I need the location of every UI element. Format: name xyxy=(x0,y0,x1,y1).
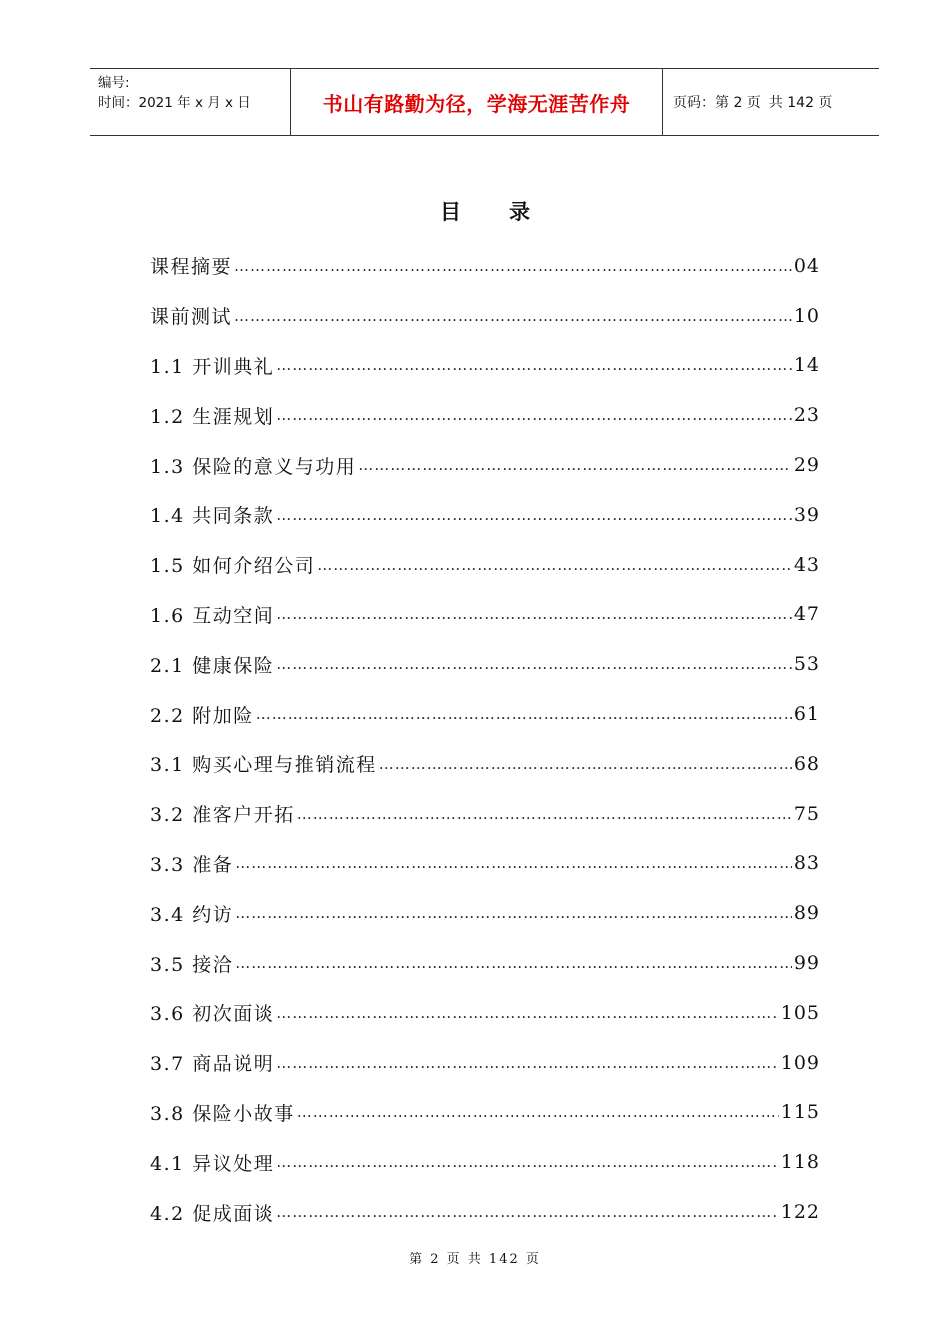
toc-entry-page: 61 xyxy=(793,703,820,726)
toc-leader-dots xyxy=(379,755,792,773)
total-label: 共 142 页 xyxy=(768,95,833,111)
toc-entry-label: 4.2 促成面谈 xyxy=(150,1202,275,1225)
toc-entry[interactable] xyxy=(150,1038,820,1088)
toc-entry-label: 3.6 初次面谈 xyxy=(150,1003,275,1026)
toc-entry[interactable] xyxy=(150,341,820,391)
toc-entry-label: 2.2 附加险 xyxy=(150,704,254,727)
toc-entry-page: 29 xyxy=(793,454,820,477)
page-header xyxy=(90,68,879,136)
toc-leader-dots xyxy=(276,356,792,374)
toc-entry-page: 14 xyxy=(793,354,820,377)
toc-entry-page: 53 xyxy=(793,653,820,676)
toc-entry-label: 3.1 购买心理与推销流程 xyxy=(150,754,377,777)
toc-entry-label: 1.2 生涯规划 xyxy=(150,405,275,428)
toc-entry[interactable] xyxy=(150,490,820,540)
toc-entry-label: 2.1 健康保险 xyxy=(150,654,275,677)
toc-leader-dots xyxy=(276,655,792,673)
toc-leader-dots xyxy=(276,1004,778,1022)
number-label: 编号: xyxy=(98,75,130,91)
toc-leader-dots xyxy=(276,506,792,524)
toc-entry-label: 1.5 如何介绍公司 xyxy=(150,555,316,578)
toc-leader-dots xyxy=(276,1203,778,1221)
toc-entry-page: 43 xyxy=(793,553,820,576)
toc-entry[interactable] xyxy=(150,839,820,889)
toc-entry[interactable] xyxy=(150,390,820,440)
toc-entry[interactable] xyxy=(150,590,820,640)
toc-entry-page: 115 xyxy=(780,1101,820,1124)
toc-leader-dots xyxy=(276,1054,778,1072)
toc-entry[interactable] xyxy=(150,1137,820,1187)
toc-entry[interactable] xyxy=(150,639,820,689)
toc-entry-page: 89 xyxy=(793,902,820,925)
toc-entry[interactable] xyxy=(150,739,820,789)
toc-leader-dots xyxy=(235,854,792,872)
toc-entry-label: 1.1 开训典礼 xyxy=(150,355,275,378)
toc-entry-page: 39 xyxy=(793,503,820,526)
toc-entry-label: 4.1 异议处理 xyxy=(150,1152,275,1175)
toc-title xyxy=(0,196,950,226)
toc-entry-page: 23 xyxy=(793,404,820,427)
toc-entry-page: 105 xyxy=(780,1001,820,1024)
toc-entry-page: 83 xyxy=(793,852,820,875)
toc-leader-dots xyxy=(235,954,792,972)
toc-leader-dots xyxy=(234,257,792,275)
toc-entry[interactable] xyxy=(150,1187,820,1237)
toc-entry-page: 99 xyxy=(793,952,820,975)
toc-entry[interactable] xyxy=(150,1088,820,1138)
toc-entry-label: 课程摘要 xyxy=(150,256,233,279)
toc-entry-page: 118 xyxy=(780,1151,820,1174)
toc-entry-label: 1.4 共同条款 xyxy=(150,505,275,528)
toc-entry[interactable] xyxy=(150,540,820,590)
toc-leader-dots xyxy=(317,556,792,574)
toc-entry-page: 10 xyxy=(793,304,820,327)
toc-leader-dots xyxy=(276,406,792,424)
toc-title-left: 目 xyxy=(440,200,461,224)
toc-entry-label: 3.4 约访 xyxy=(150,903,234,926)
toc-leader-dots xyxy=(297,1103,779,1121)
toc-title-right: 录 xyxy=(509,200,530,224)
toc-entry-label: 3.2 准客户开拓 xyxy=(150,804,295,827)
toc-leader-dots xyxy=(234,307,792,325)
toc-entry-page: 75 xyxy=(793,802,820,825)
toc-entry-page: 47 xyxy=(793,603,820,626)
page-footer: 第 2 页 共 142 页 xyxy=(409,1252,541,1267)
toc-entry-label: 3.3 准备 xyxy=(150,853,234,876)
toc-entry-label: 3.5 接洽 xyxy=(150,953,234,976)
toc-entry-label: 课前测试 xyxy=(150,306,233,329)
header-motto-cell xyxy=(291,69,663,135)
toc-entry-page: 68 xyxy=(793,752,820,775)
toc-entry-page: 04 xyxy=(793,254,820,277)
toc-entry-label: 1.3 保险的意义与功用 xyxy=(150,455,357,478)
motto: 书山有路勤为径，学海无涯苦作舟 xyxy=(322,91,631,116)
page-label: 页码：第 2 页 xyxy=(673,95,761,111)
toc-entry[interactable] xyxy=(150,440,820,490)
header-page-info xyxy=(663,69,879,135)
header-meta xyxy=(90,69,291,135)
toc-leader-dots xyxy=(358,456,792,474)
toc-entry[interactable] xyxy=(150,988,820,1038)
toc-entry[interactable] xyxy=(150,938,820,988)
toc-entry[interactable] xyxy=(150,789,820,839)
toc-entry-page: 122 xyxy=(780,1201,820,1224)
toc-entry-label: 3.8 保险小故事 xyxy=(150,1102,295,1125)
toc-leader-dots xyxy=(256,705,792,723)
toc-leader-dots xyxy=(235,904,792,922)
toc-entry[interactable] xyxy=(150,689,820,739)
toc-entry[interactable] xyxy=(150,241,820,291)
toc-entry[interactable] xyxy=(150,888,820,938)
toc-entry-label: 1.6 互动空间 xyxy=(150,604,275,627)
toc-entry[interactable] xyxy=(150,291,820,341)
toc-entry-page: 109 xyxy=(780,1051,820,1074)
toc-entry-label: 3.7 商品说明 xyxy=(150,1053,275,1076)
time-label: 时间：2021 年 x 月 x 日 xyxy=(98,95,251,111)
toc-leader-dots xyxy=(276,605,792,623)
toc-leader-dots xyxy=(276,1153,778,1171)
toc-list xyxy=(150,241,820,1237)
toc-leader-dots xyxy=(297,805,792,823)
